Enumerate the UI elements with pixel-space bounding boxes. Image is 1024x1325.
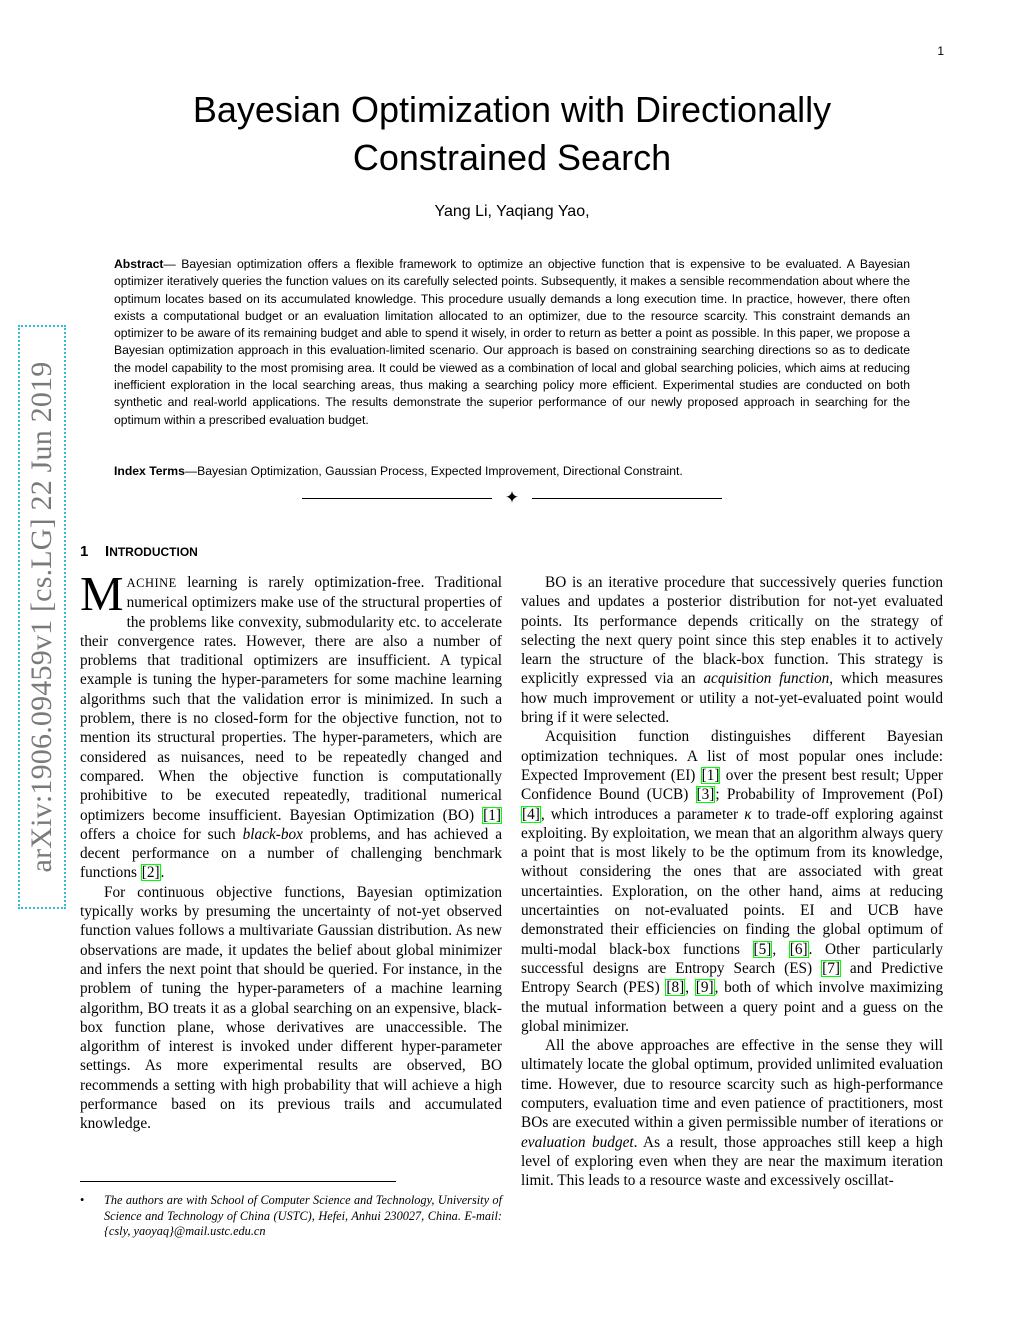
abstract-text: — Bayesian optimization offers a flexible framework to optimize an objective function that is expensive to be evaluated. A Bayesian optimizer iteratively queries the function values on its carefully selected points. Subsequently, it makes a sensible recommendation about where the optimum locates based on its accumulated knowledge. This procedure usually demands a long execution time. In practice, however, there often exists a computational budget or an evaluation limitation allocated to an optimizer, due to the resource scarcity. This constraint demands an optimizer to be aware of its remaining budget and able to spend it wisely, in order to return as better a point as possible. In this paper, we propose a Bayesian optimization approach in this evaluation-limited scenario. Our approach is based on constraining searching directions so as to dedicate the model capability to the most promising area. It could be viewed as a combination of local and global searching policies, which aims at reducing inefficient exploration in the local searching areas, thus making a searching policy more efficient. Experimental studies are conducted on both synthetic and real-world applications. The results demonstrate the superior performance of our newly proposed approach in searching for the optimum within a prescribed evaluation budget. — [114, 257, 910, 427]
footnote-rule — [80, 1181, 396, 1182]
text-run: offers a choice for such — [80, 825, 243, 843]
text-run: . Other particularly successful designs are Entropy Search (ES) — [521, 940, 943, 977]
drop-cap: M — [80, 566, 124, 621]
text-run: ; Probability of Improvement (PoI) — [715, 786, 944, 804]
section-divider — [302, 489, 722, 509]
text-run: over the present best result; Upper Confidence Bound (UCB) — [521, 766, 944, 804]
citation-link[interactable]: [4] — [522, 805, 540, 823]
divider-star-icon: ✦ — [504, 488, 520, 508]
left-column — [80, 566, 502, 1134]
paper-title — [100, 86, 924, 182]
small-caps-word: ACHINE — [126, 576, 177, 590]
footnote-text: The authors are with School of Computer Science and Technology, University of Science and Technology of China (USTC), Hefei, Anhui 230027, China. E-mail: {csly, yaoyaq}@mail.ustc.edu.cn — [104, 1193, 502, 1239]
citation-link[interactable]: [1] — [483, 806, 501, 824]
citation-link[interactable]: [3] — [696, 786, 715, 804]
title-line-1: Bayesian Optimization with Directionally — [192, 89, 832, 130]
emphasis: acquisition function — [703, 670, 830, 688]
kappa-symbol: κ — [744, 805, 752, 823]
text-run: All the above approaches are effective in the sense they will ultimately locate the global optimum, provided unlimited evaluation time. However, due to resource scarcity such as high-performance computers, evaluation time and even patience of practitioners, most BOs are executed within a given permissible number of iterations or — [521, 1037, 943, 1132]
citation-link[interactable]: [7] — [822, 959, 840, 977]
divider-rule-right — [532, 498, 722, 499]
divider-rule-left — [302, 498, 492, 499]
abstract — [114, 256, 910, 429]
paragraph: For continuous objective functions, Bayesian optimization typically works by presuming the uncertainty of not-yet observed function values follows a multivariate Gaussian distribution. As new observations are made, it updates the belief about global minimizer and infers the next point that should be queried. For instance, in the problem of tuning the hyper-parameters of a machine learning algorithm, BO treats it as a global searching on an expensive, black-box function plane, whose derivatives are unaccessible. The algorithm of interest is invoked under different hyper-parameter settings. As more experimental results are observed, BO recommends a setting with high probability that will achieve a high performance based on its previous trails and accumulated knowledge. — [80, 883, 502, 1133]
authors: Yang Li, Yaqiang Yao, — [434, 203, 590, 220]
text-run: . As a result, those approaches still keep a high level of exploring even when they are near the maximum iteration limit. This leads to a resource waste and excessively oscillat- — [521, 1133, 943, 1190]
page-number: 1 — [937, 44, 944, 58]
index-terms — [114, 464, 910, 478]
paragraph — [80, 566, 502, 883]
right-column — [521, 573, 943, 1191]
citation-link[interactable]: [1] — [701, 766, 720, 784]
index-terms-label: Index Terms — [114, 464, 185, 478]
section-heading — [80, 543, 198, 560]
text-run: . — [160, 864, 165, 882]
paragraph — [521, 727, 943, 1036]
paragraph — [521, 573, 943, 727]
text-run: learning is rarely optimization-free. Traditional numerical optimizers make use of the structural properties of the problems like convexity, submodularity etc. to accelerate their convergence rates. However, there are also a number of problems that traditional optimizers are insufficient. A typical example is tuning the hyper-parameters for some machine learning algorithms such that the validation error is minimized. In such a problem, there is no closed-form for the objective function, not to mention its structural properties. The hyper-parameters, which are considered as nuisances, need to be repeatedly changed and compared. When the objective function is computationally prohibitive to be executed repeatedly, traditional numerical optimizers become insufficient. Bayesian Optimization (BO) — [80, 574, 502, 824]
text-run: problems, and has achieved a decent performance on a number of challenging benchmark functions — [80, 825, 502, 882]
text-run: , which measures how much improvement or utility a not-yet-evaluated point would bring if it were selected. — [521, 670, 943, 727]
citation-link[interactable]: [6] — [789, 940, 808, 958]
title-line-2: Constrained Search — [352, 136, 672, 178]
citation-link[interactable]: [5] — [753, 940, 772, 958]
footnote — [80, 1193, 502, 1240]
section-title-initial: I — [105, 543, 110, 560]
citation-link[interactable]: [2] — [141, 864, 160, 882]
text-run: , both of which involve maximizing the mutual information between a query point and a guess on the global minimizer. — [521, 979, 943, 1035]
emphasis: evaluation budget — [521, 1133, 634, 1151]
text-run: and Predictive Entropy Search (PES) — [521, 959, 943, 997]
text-run: , — [685, 979, 695, 997]
arxiv-stamp[interactable] — [18, 325, 66, 909]
section-number: 1 — [80, 543, 89, 560]
arxiv-id: arXiv:1906.09459v1 [cs.LG] 22 Jun 2019 — [25, 361, 58, 873]
citation-link[interactable]: [9] — [695, 979, 714, 997]
text-run: BO is an iterative procedure that successively queries function values and updates a posterior distribution for not-yet evaluated points. Its performance depends critically on the strategy of selecting the next query point since this step enables it to actively learn the structure of the black-box function. This strategy is explicitly expressed via an — [521, 574, 943, 688]
emphasis: black-box — [242, 825, 303, 843]
paragraph — [521, 1036, 943, 1190]
abstract-label: Abstract — [114, 257, 164, 271]
footnote-bullet: • — [80, 1193, 85, 1207]
citation-link[interactable]: [8] — [666, 979, 685, 997]
text-run: Acquisition function distinguishes different Bayesian optimization techniques. A list of most popular ones include: Expected Improvement (EI) — [521, 728, 943, 784]
text-run: , — [772, 940, 789, 958]
section-title-rest: NTRODUCTION — [109, 545, 198, 559]
index-terms-text: —Bayesian Optimization, Gaussian Process, Expected Improvement, Directional Constraint. — [184, 464, 683, 478]
text-run: to trade-off exploring against exploiting. By exploitation, we mean that an algorithm always query a point that is most likely to be the optimum from its knowledge, without considering the ones that are associated with great uncertainties. Exploration, on the other hand, aims at reducing uncertainties on not-evaluated points. EI and UCB have demonstrated their efficiencies on finding the global optimum of multi-modal black-box functions — [521, 805, 943, 958]
text-run: , which introduces a parameter — [540, 805, 745, 823]
